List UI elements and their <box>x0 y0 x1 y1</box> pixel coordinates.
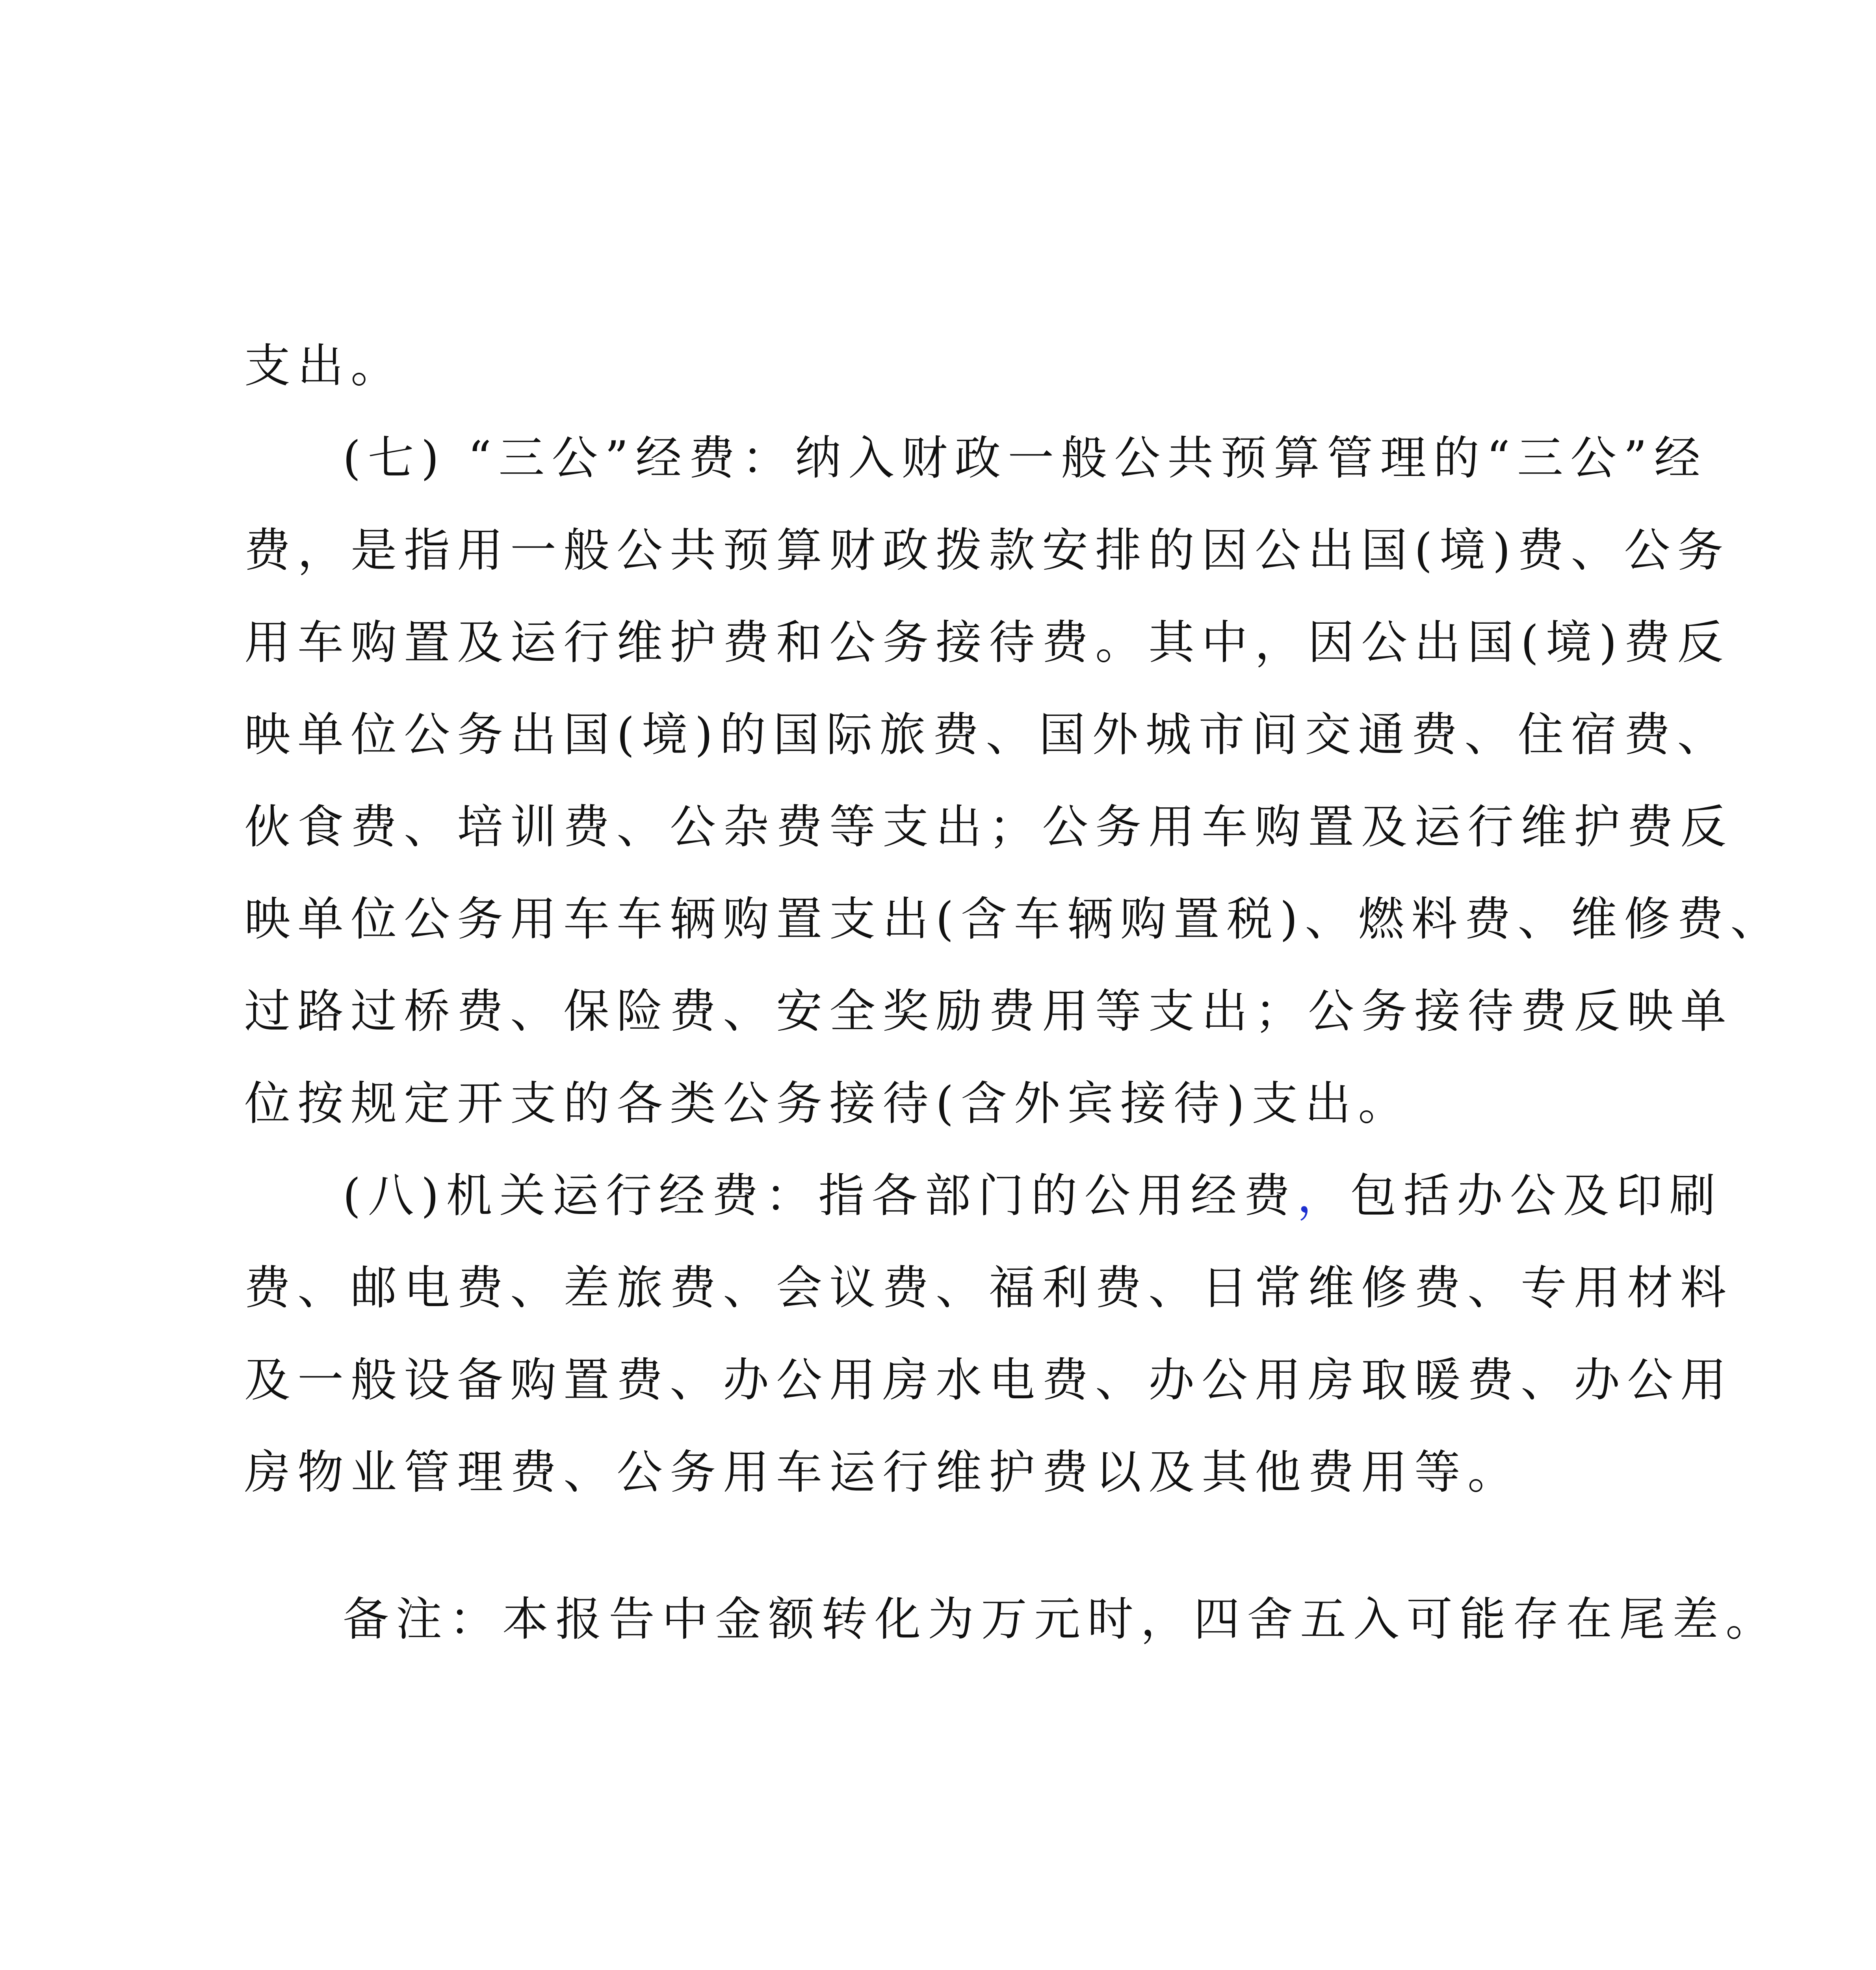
line-10-part-2: 包括办公及印刷 <box>1350 1169 1723 1223</box>
line-11: 费、邮电费、差旅费、会议费、福利费、日常维修费、专用材料 <box>244 1261 1734 1315</box>
line-2: (七) “三公”经费：纳入财政一般公共预算管理的“三公”经 <box>343 431 1707 485</box>
line-12: 及一般设备购置费、办公用房水电费、办公用房取暖费、办公用 <box>244 1353 1734 1407</box>
line-3: 费，是指用一般公共预算财政拨款安排的因公出国(境)费、公务 <box>244 523 1731 577</box>
line-8: 过路过桥费、保险费、安全奖励费用等支出；公务接待费反映单 <box>244 984 1734 1038</box>
line-10 <box>244 1150 1723 1242</box>
remark-note: 备注：本报告中金额转化为万元时，四舍五入可能存在尾差。 <box>343 1592 1779 1646</box>
line-10-part-1: (八)机关运行经费：指各部门的公用经费 <box>343 1169 1297 1223</box>
line-1: 支出。 <box>244 339 404 393</box>
line-4: 用车购置及运行维护费和公务接待费。其中，因公出国(境)费反 <box>244 615 1731 669</box>
line-9: 位按规定开支的各类公务接待(含外宾接待)支出。 <box>244 1076 1412 1130</box>
line-5: 映单位公务出国(境)的国际旅费、国外城市间交通费、住宿费、 <box>244 708 1731 762</box>
line-7: 映单位公务用车车辆购置支出(含车辆购置税)、燃料费、维修费、 <box>244 892 1784 946</box>
line-6: 伙食费、培训费、公杂费等支出；公务用车购置及运行维护费反 <box>244 800 1734 854</box>
body-text <box>244 320 1784 1518</box>
line-13: 房物业管理费、公务用车运行维护费以及其他费用等。 <box>244 1445 1521 1499</box>
blue-comma: ， <box>1297 1169 1350 1223</box>
